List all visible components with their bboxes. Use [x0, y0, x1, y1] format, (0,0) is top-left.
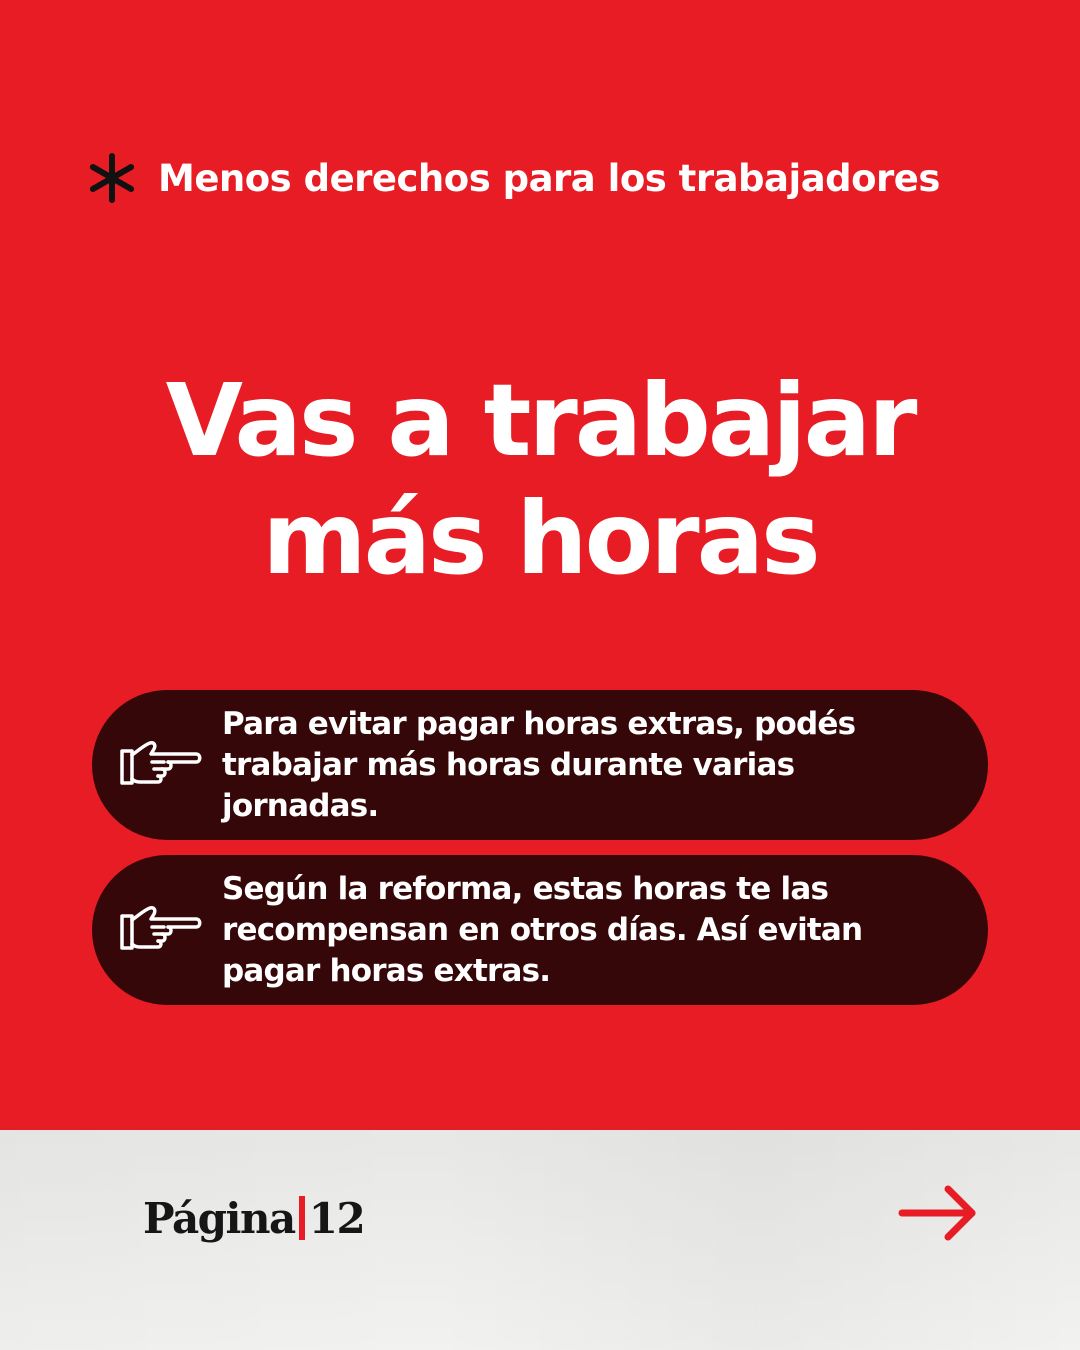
point-card — [92, 855, 988, 1005]
kicker — [86, 150, 940, 206]
arrow-right-icon[interactable] — [896, 1182, 980, 1244]
point-text-line: pagar horas extras. — [222, 953, 551, 989]
asterisk-icon — [86, 152, 138, 204]
kicker-text: Menos derechos para los trabajadores — [158, 156, 940, 200]
point-text-line: Para evitar pagar horas extras, podés — [222, 706, 856, 742]
brand-divider — [299, 1196, 305, 1240]
point-card — [92, 690, 988, 840]
headline-line: más horas — [262, 480, 818, 597]
brand-logo — [143, 1192, 364, 1244]
pointing-hand-icon — [118, 737, 204, 789]
brand-number: 12 — [308, 1193, 365, 1243]
pointing-hand-icon — [118, 902, 204, 954]
headline — [0, 362, 1080, 598]
point-text-line: jornadas. — [222, 788, 379, 824]
point-text-line: recompensan en otros días. Así evitan — [222, 912, 863, 948]
point-text-line: Según la reforma, estas horas te las — [222, 871, 829, 907]
point-text — [222, 869, 942, 992]
point-text — [222, 704, 942, 827]
brand-name: Página — [143, 1193, 295, 1243]
headline-line: Vas a trabajar — [165, 362, 915, 479]
point-text-line: trabajar más horas durante varias — [222, 747, 795, 783]
